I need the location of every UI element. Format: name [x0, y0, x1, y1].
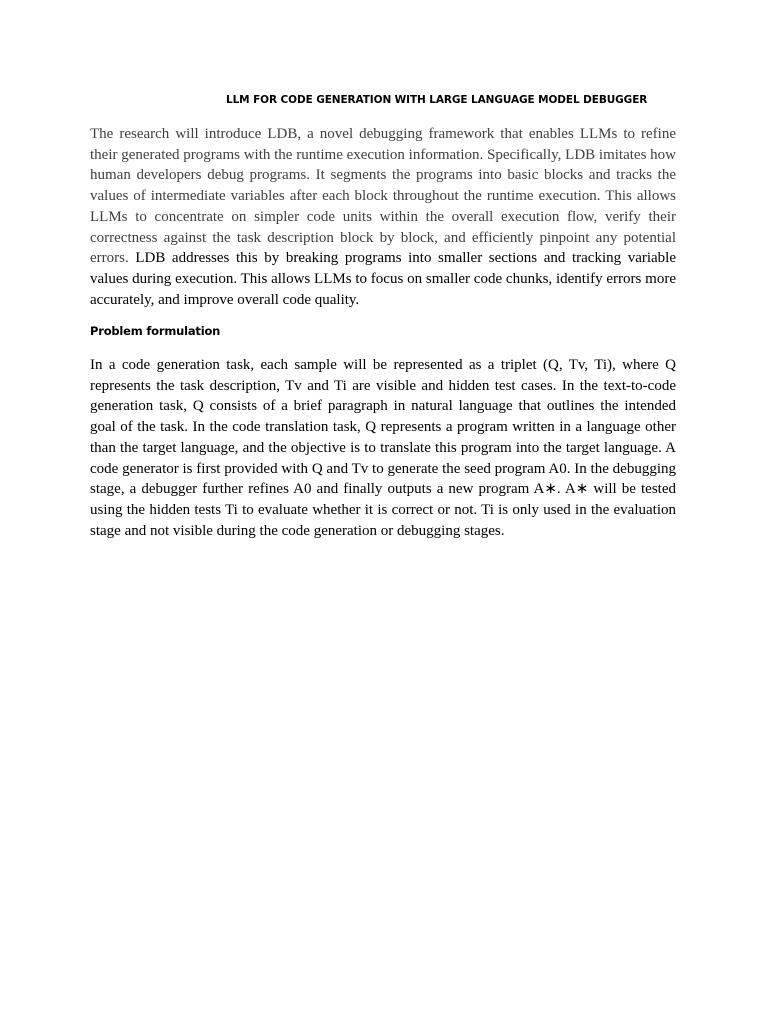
intro-paragraph-part-2: LDB addresses this by breaking programs into smaller sections and tracking variable values during execution. This allows LLMs to focus on smaller code chunks, identify errors more accurately, and improve overall code quality.	[90, 250, 676, 308]
document-title: LLM FOR CODE GENERATION WITH LARGE LANGUAGE MODEL DEBUGGER	[226, 94, 648, 106]
intro-paragraph	[90, 124, 676, 310]
problem-formulation-paragraph: In a code generation task, each sample will be represented as a triplet (Q, Tv, Ti), where Q represents the task description, Tv and Ti are visible and hidden test cases. In the text-to-code generation task, Q consists of a brief paragraph in natural language that outlines the intended goal of the task. In the code translation task, Q represents a program written in a language other than the target language, and the objective is to translate this program into the target language. A code generator is first provided with Q and Tv to generate the seed program A0. In the debugging stage, a debugger further refines A0 and finally outputs a new program A∗. A∗ will be tested using the hidden tests Ti to evaluate whether it is correct or not. Ti is only used in the evaluation stage and not visible during the code generation or debugging stages.	[90, 357, 676, 539]
section-heading-problem-formulation: Problem formulation	[90, 324, 221, 338]
intro-paragraph-part-1: The research will introduce LDB, a novel debugging framework that enables LLMs to refine their generated programs with the runtime execution information. Specifically, LDB imitates how human developers debug programs. It segments the programs into basic blocks and tracks the values of intermediate variables after each block throughout the runtime execution. This allows LLMs to concentrate on simpler code units within the overall execution flow, verify their correctness against the task description block by block, and efficiently pinpoint any potential errors.	[90, 126, 676, 267]
